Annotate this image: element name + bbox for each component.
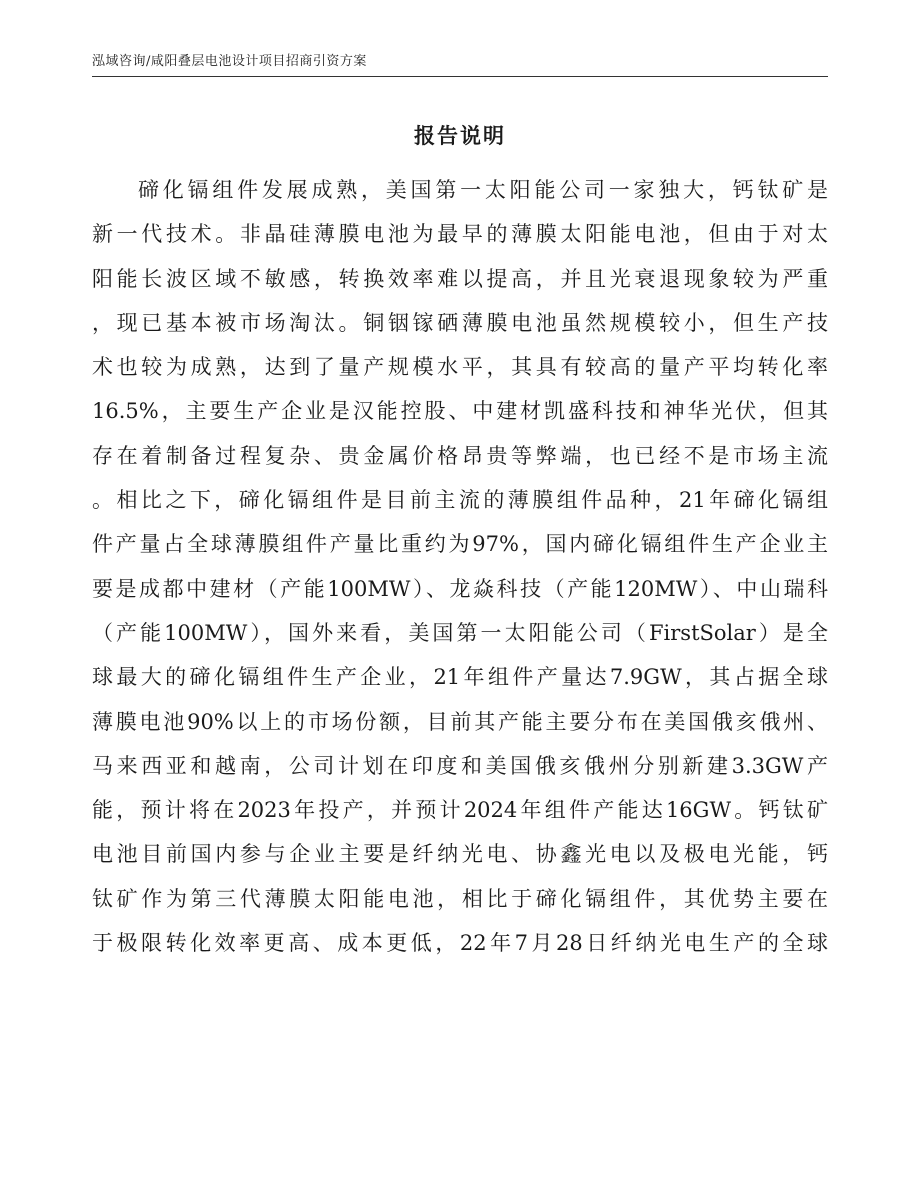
paragraph-line: 球最大的碲化镉组件生产企业，21年组件产量达7.9GW，其占据全球 bbox=[92, 665, 828, 690]
paragraph-line: 于极限转化效率更高、成本更低，22年7月28日纤纳光电生产的全球 bbox=[92, 931, 828, 956]
paragraph-line: 电池目前国内参与企业主要是纤纳光电、协鑫光电以及极电光能，钙 bbox=[92, 842, 828, 867]
paragraph-line: 要是成都中建材（产能100MW）、龙焱科技（产能120MW）、中山瑞科 bbox=[92, 576, 828, 601]
paragraph-line: 阳能长波区域不敏感，转换效率难以提高，并且光衰退现象较为严重 bbox=[92, 266, 828, 291]
paragraph-line: ，现已基本被市场淘汰。铜铟镓硒薄膜电池虽然规模较小，但生产技 bbox=[92, 310, 828, 335]
header-divider bbox=[92, 76, 828, 77]
paragraph-line: 16.5%，主要生产企业是汉能控股、中建材凯盛科技和神华光伏，但其 bbox=[92, 399, 828, 424]
paragraph-line: 马来西亚和越南，公司计划在印度和美国俄亥俄州分别新建3.3GW产 bbox=[92, 753, 828, 778]
page-header: 泓域咨询/咸阳叠层电池设计项目招商引资方案 bbox=[92, 54, 367, 69]
paragraph-line: 件产量占全球薄膜组件产量比重约为97%，国内碲化镉组件生产企业主 bbox=[92, 532, 828, 557]
paragraph-line: 碲化镉组件发展成熟，美国第一太阳能公司一家独大，钙钛矿是 bbox=[138, 178, 828, 202]
paragraph-line: 。相比之下，碲化镉组件是目前主流的薄膜组件品种，21年碲化镉组 bbox=[92, 488, 828, 513]
paragraph-line: 钛矿作为第三代薄膜太阳能电池，相比于碲化镉组件，其优势主要在 bbox=[92, 886, 828, 911]
report-paragraph bbox=[92, 168, 828, 965]
paragraph-line: 能，预计将在2023年投产，并预计2024年组件产能达16GW。钙钛矿 bbox=[92, 798, 828, 823]
section-title: 报告说明 bbox=[414, 123, 506, 148]
paragraph-line: （产能100MW），国外来看，美国第一太阳能公司（FirstSolar）是全 bbox=[92, 620, 828, 645]
paragraph-line: 薄膜电池90%以上的市场份额，目前其产能主要分布在美国俄亥俄州、 bbox=[92, 709, 828, 734]
paragraph-line: 存在着制备过程复杂、贵金属价格昂贵等弊端，也已经不是市场主流 bbox=[92, 443, 828, 468]
paragraph-line: 新一代技术。非晶硅薄膜电池为最早的薄膜太阳能电池，但由于对太 bbox=[92, 222, 828, 247]
paragraph-line: 术也较为成熟，达到了量产规模水平，其具有较高的量产平均转化率 bbox=[92, 355, 828, 380]
